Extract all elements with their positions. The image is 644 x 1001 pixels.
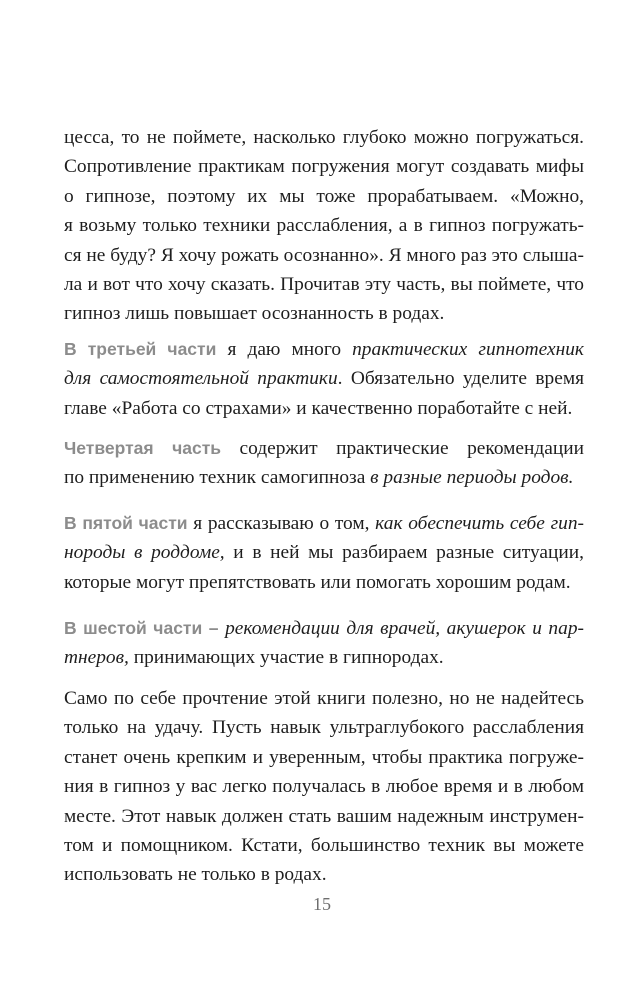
text-line (64, 241, 584, 270)
text-segment: только на удачу. Пусть навык ультраглубокого расслабления (64, 717, 584, 739)
text-line (64, 434, 584, 463)
italic-text: тнеров, (64, 647, 129, 669)
text-line (64, 802, 584, 831)
paragraph-4 (64, 509, 584, 597)
text-line (64, 614, 584, 643)
text-line (64, 211, 584, 240)
text-segment: Сопротивление практикам погружения могут создавать мифы (64, 156, 584, 178)
text-segment: и в ней мы разбираем разные ситуации, (224, 542, 584, 564)
text-line (64, 831, 584, 860)
text-line (64, 463, 584, 492)
paragraph-3 (64, 434, 584, 493)
text-line (64, 860, 584, 889)
text-segment: использовать не только в родах. (64, 864, 327, 886)
text-line (64, 394, 584, 423)
text-segment: главе «Работа со страхами» и качественно поработайте с ней. (64, 397, 573, 419)
text-line (64, 684, 584, 713)
section-highlight: В третьей части (64, 339, 217, 359)
text-segment: станет очень крепким и уверенным, чтобы практика погруже- (64, 746, 584, 768)
text-segment: цесса, то не поймете, насколько глубоко можно погружаться. (64, 127, 584, 148)
section-highlight: В пятой части (64, 513, 188, 533)
text-line (64, 123, 584, 152)
text-segment: месте. Этот навык должен стать вашим надежным инструмен- (64, 805, 584, 827)
text-segment: ла и вот что хочу сказать. Прочитав эту часть, вы поймете, что (64, 274, 584, 296)
text-segment: о гипнозе, поэтому их мы тоже прорабатываем. «Можно, (64, 185, 584, 207)
text-line (64, 270, 584, 299)
text-line (64, 643, 584, 672)
italic-text: в разные периоды родов. (370, 467, 574, 489)
text-line (64, 538, 584, 567)
paragraph-6 (64, 684, 584, 890)
text-segment: том и помощником. Кстати, большинство техник вы можете (64, 835, 584, 857)
text-line (64, 364, 584, 393)
text-segment: содержит практические рекомендации (221, 438, 585, 459)
italic-text: практических гипнотехник (352, 339, 584, 360)
page-number: 15 (313, 894, 331, 914)
text-segment: ся не буду? Я хочу рожать осознанно». Я много раз это слыша- (64, 244, 584, 266)
text-line (64, 743, 584, 772)
text-segment: я рассказываю о том, (187, 513, 376, 534)
text-line (64, 772, 584, 801)
text-segment: гипноз лишь повышает осознанность в родах. (64, 303, 445, 325)
text-segment: я возьму только техники расслабления, а в гипноз погружать- (64, 215, 584, 237)
italic-text: рекомендации для врачей, акушерок и пар- (225, 618, 584, 639)
italic-text: для самостоятельной практики (64, 368, 338, 390)
paragraph-2 (64, 335, 584, 423)
text-segment: которые могут препятствовать или помогать хорошим родам. (64, 571, 571, 593)
text-line (64, 335, 584, 364)
italic-text: как обеспечить себе гип- (375, 513, 585, 534)
text-line (64, 713, 584, 742)
text-segment: . Обязательно уделите время (337, 368, 585, 390)
text-segment: Само по себе прочтение этой книги полезно, но не надейтесь (64, 688, 584, 709)
text-segment: я даю много (216, 339, 353, 360)
paragraph-1 (64, 123, 584, 329)
text-line (64, 152, 584, 181)
italic-text: нороды в роддоме, (64, 542, 225, 564)
text-line (64, 509, 584, 538)
text-line (64, 568, 584, 597)
section-highlight: В шестой части – (64, 618, 226, 638)
text-segment: по применению техник самогипноза (64, 467, 371, 489)
text-line (64, 299, 584, 328)
text-segment: принимающих участие в гипнородах. (128, 647, 444, 669)
text-line (64, 182, 584, 211)
text-segment: ния в гипноз у вас легко получалась в любое время и в любом (64, 776, 584, 798)
section-highlight: Четвертая часть (64, 438, 222, 458)
paragraph-5 (64, 614, 584, 673)
